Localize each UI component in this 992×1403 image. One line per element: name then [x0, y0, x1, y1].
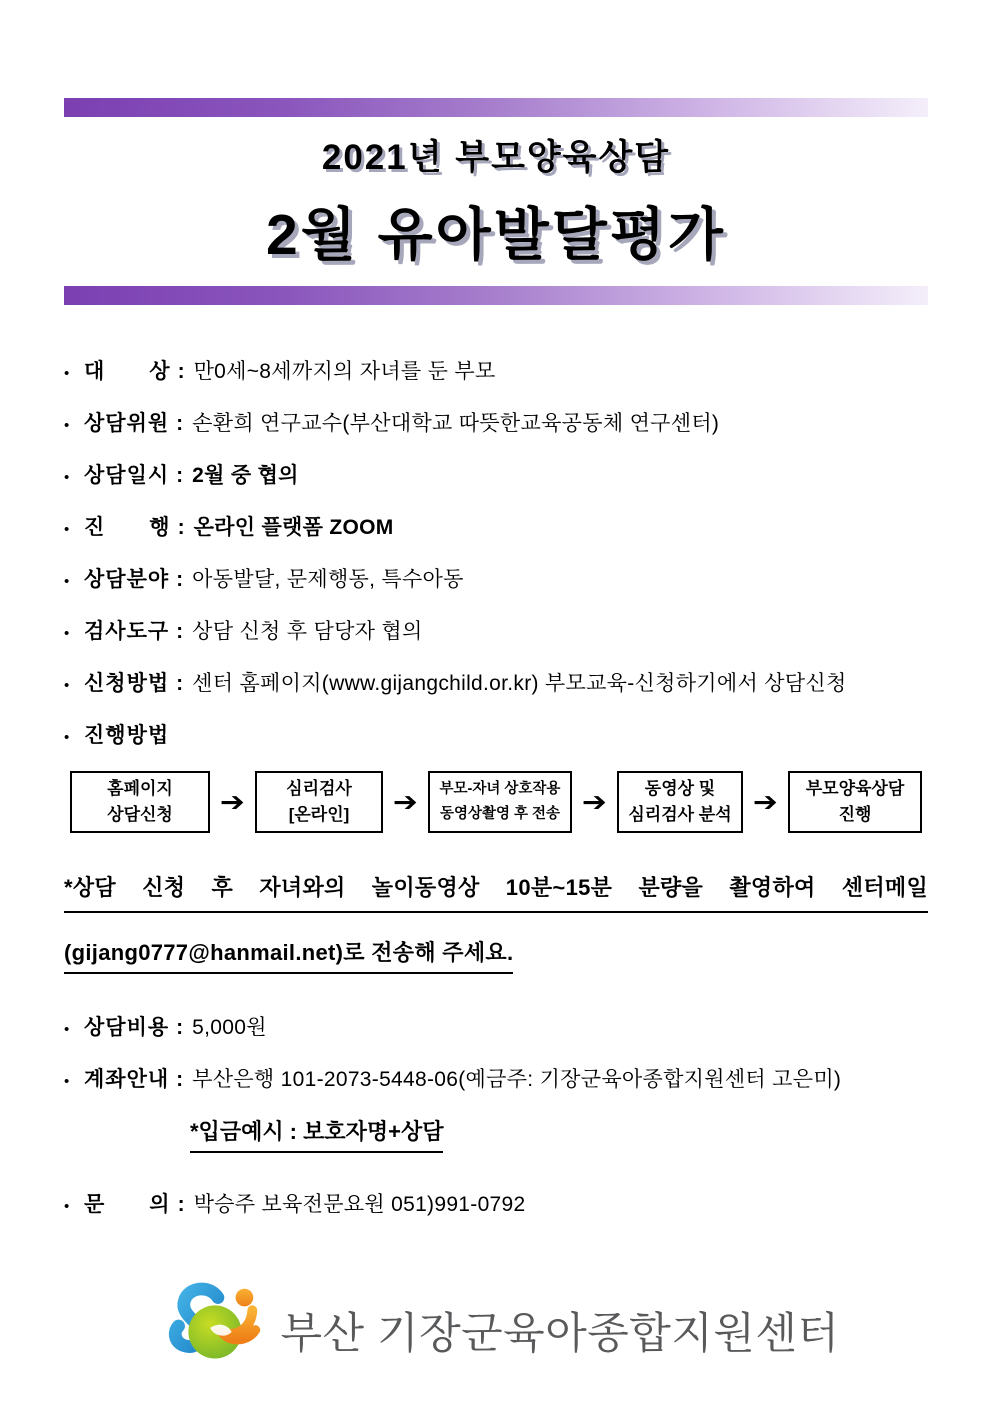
flow-step-line: 상담신청 — [107, 805, 173, 824]
label-colon: : — [176, 1016, 184, 1039]
item-label: 문 의 — [84, 1193, 171, 1216]
arrow-right-icon: ➔ — [393, 786, 418, 817]
item-label: 진행방법 — [84, 724, 170, 747]
flow-step-psych-test — [255, 771, 383, 833]
flow-step-line: 진행 — [838, 805, 872, 824]
list-item-target — [64, 355, 928, 381]
flow-step-apply — [70, 771, 210, 833]
video-note-line2-email: (gijang0777@hanmail.net)로 전송해 주세요. — [64, 936, 513, 974]
bullet-icon: • — [64, 1198, 70, 1215]
list-item-process — [64, 719, 928, 745]
list-item-fee — [64, 1011, 928, 1037]
item-label: 신청방법 — [84, 672, 170, 695]
header-titles — [64, 130, 928, 271]
deposit-example-text: *입금예시 : 보호자명+상담 — [190, 1115, 443, 1153]
flyer-supertitle: 2021년 부모양육상담 — [321, 138, 671, 177]
item-value: 아동발달, 문제행동, 특수아동 — [192, 568, 464, 591]
item-value: 온라인 플랫폼 ZOOM — [193, 516, 394, 539]
label-colon: : — [176, 620, 184, 643]
label-colon: : — [177, 360, 185, 383]
process-flow-diagram — [70, 771, 922, 833]
center-logo-icon — [153, 1280, 271, 1380]
list-item-contact — [64, 1188, 928, 1214]
bullet-icon: • — [64, 365, 70, 382]
list-item-application — [64, 667, 928, 693]
bullet-icon: • — [64, 729, 70, 746]
item-value: 센터 홈페이지(www.gijangchild.or.kr) 부모교육-신청하기에서 상담신청 — [192, 672, 847, 695]
footer-logo — [64, 1280, 928, 1380]
list-item-test-tools — [64, 615, 928, 641]
item-value: 상담 신청 후 담당자 협의 — [192, 620, 423, 643]
flow-step-line: 심리검사 분석 — [628, 805, 732, 824]
item-value: 부산은행 101-2073-5448-06(예금주: 기장군육아종합지원센터 고은미) — [192, 1068, 842, 1091]
list-item-schedule — [64, 459, 928, 485]
flow-step-line: 홈페이지 — [107, 778, 173, 798]
video-note-line1: *상담 신청 후 자녀와의 놀이동영상 10분~15분 분량을 촬영하여 센터메일 — [64, 871, 928, 913]
item-value: 박승주 보육전문요원 051)991-0792 — [193, 1193, 526, 1216]
flow-step-line: 동영상촬영 후 전송 — [439, 806, 561, 822]
bullet-icon: • — [64, 521, 70, 538]
item-label: 진 행 — [84, 516, 171, 539]
bullet-icon: • — [64, 1021, 70, 1038]
info-list — [64, 355, 928, 745]
header-gradient-bar-bottom — [64, 286, 928, 305]
list-item-fields — [64, 563, 928, 589]
header-gradient-bar-top — [64, 98, 928, 117]
label-colon: : — [176, 568, 184, 591]
bullet-icon: • — [64, 469, 70, 486]
video-note — [64, 871, 928, 974]
flow-step-line: 동영상 및 — [644, 778, 716, 798]
label-colon: : — [176, 672, 184, 695]
center-logo-text: 부산 기장군육아종합지원센터 — [280, 1309, 840, 1358]
bullet-icon: • — [64, 573, 70, 590]
label-colon: : — [177, 1193, 185, 1216]
item-value: 2월 중 협의 — [192, 464, 299, 487]
label-colon: : — [176, 1068, 184, 1091]
item-label: 대 상 — [84, 360, 171, 383]
list-item-bank-account — [64, 1063, 928, 1089]
flow-step-line: 부모양육상담 — [805, 778, 905, 798]
arrow-right-icon: ➔ — [582, 786, 607, 817]
list-item-platform — [64, 511, 928, 537]
item-label: 상담비용 — [84, 1016, 170, 1039]
bullet-icon: • — [64, 677, 70, 694]
flow-step-line: 심리검사 — [286, 778, 352, 798]
arrow-right-icon: ➔ — [220, 786, 245, 817]
item-label: 상담위원 — [84, 412, 170, 435]
item-value: 만0세~8세까지의 자녀를 둔 부모 — [193, 360, 496, 383]
arrow-right-icon: ➔ — [753, 786, 778, 817]
label-colon: : — [177, 516, 185, 539]
flow-step-line: 부모-자녀 상호작용 — [439, 781, 561, 798]
label-colon: : — [176, 412, 184, 435]
flow-step-counseling — [788, 771, 922, 833]
flow-step-analysis — [617, 771, 743, 833]
item-value: 5,000원 — [192, 1016, 267, 1039]
item-label: 상담일시 — [84, 464, 170, 487]
bullet-icon: • — [64, 625, 70, 642]
bullet-icon: • — [64, 417, 70, 434]
bullet-icon: • — [64, 1073, 70, 1090]
flow-step-video-send — [428, 771, 572, 833]
item-label: 계좌안내 — [84, 1068, 170, 1091]
deposit-example-note — [190, 1115, 928, 1153]
flow-step-line: [온라인] — [288, 805, 350, 824]
item-label: 상담분야 — [84, 568, 170, 591]
item-label: 검사도구 — [84, 620, 170, 643]
item-value: 손환희 연구교수(부산대학교 따뜻한교육공동체 연구센터) — [192, 412, 720, 435]
list-item-counselor — [64, 407, 928, 433]
label-colon: : — [176, 464, 184, 487]
payment-list — [64, 1011, 928, 1089]
flyer-main-title: 2월 유아발달평가 — [266, 203, 726, 267]
